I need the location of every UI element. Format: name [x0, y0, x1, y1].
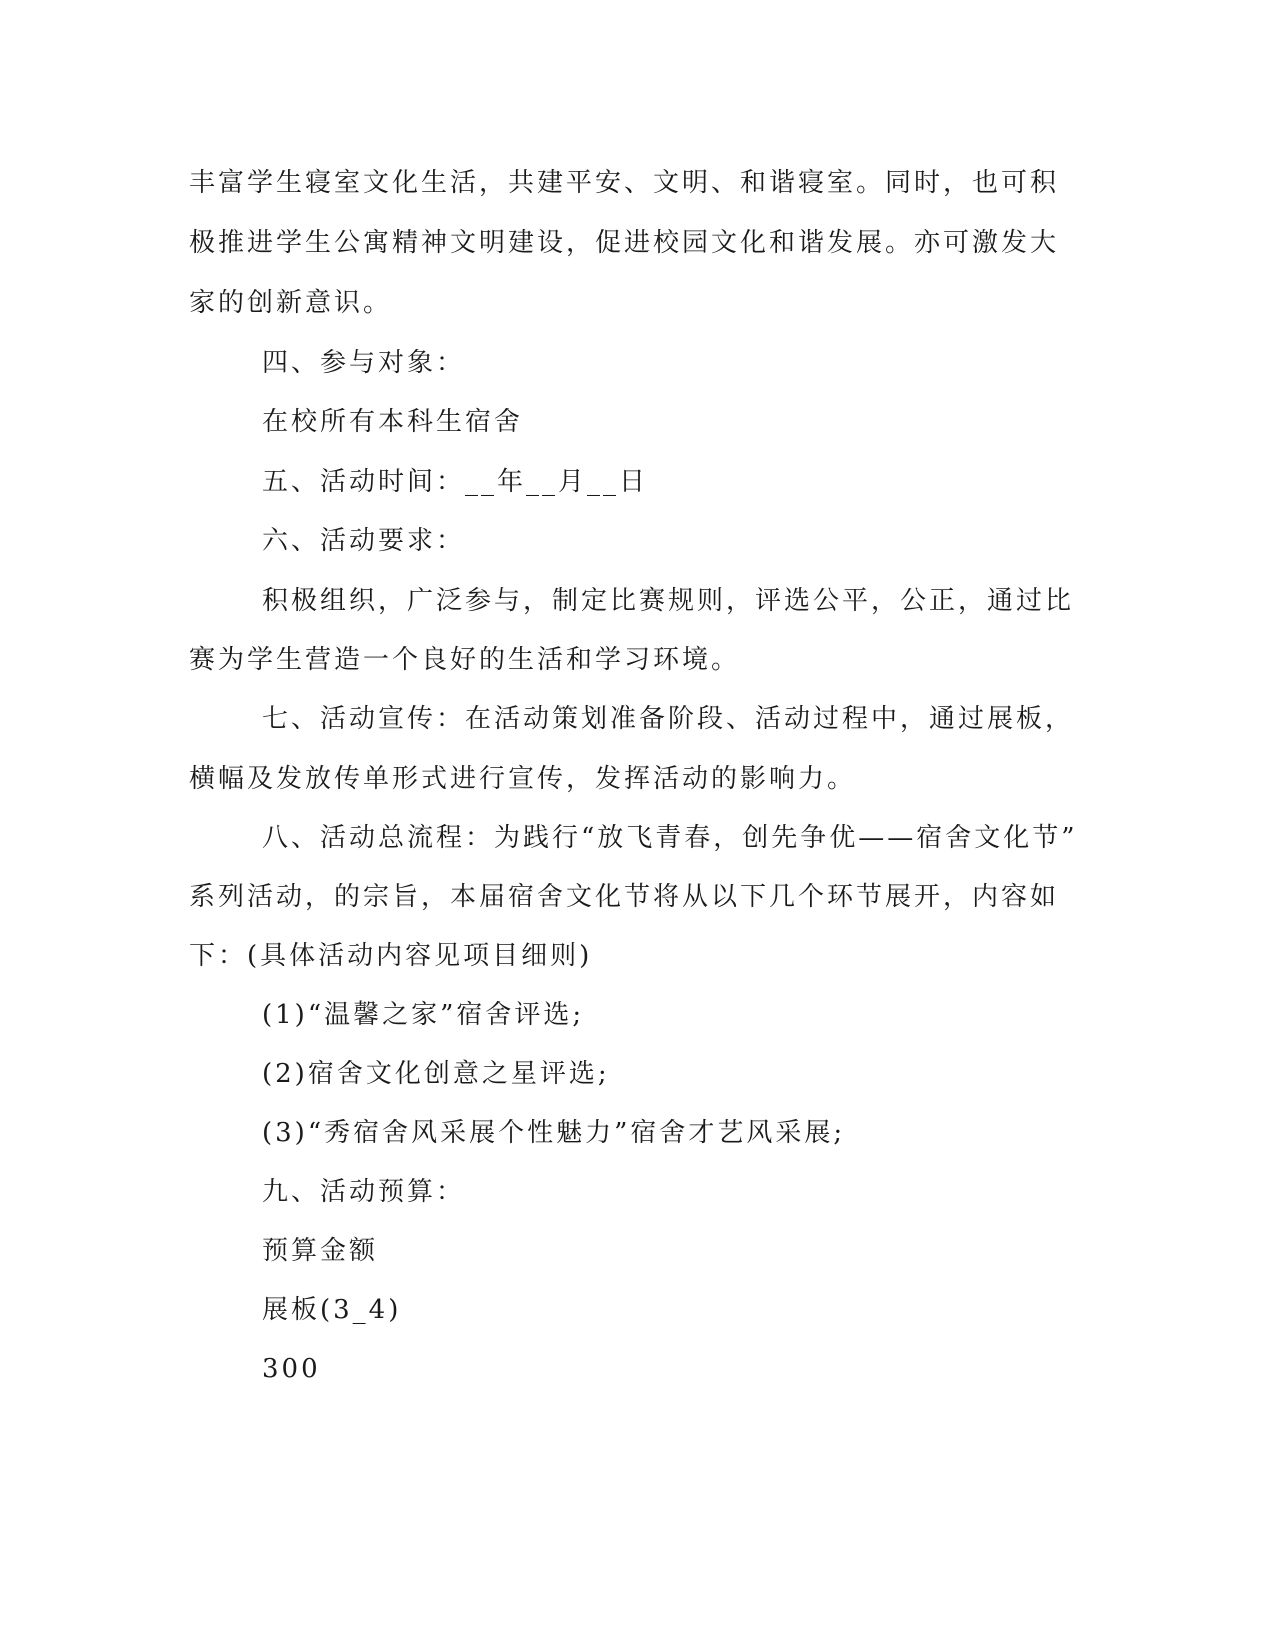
- paragraph-line: 下：(具体活动内容见项目细则): [189, 941, 593, 971]
- paragraph-line: 300: [262, 1354, 321, 1384]
- section-heading-time: 五、活动时间：__年__月__日: [262, 467, 649, 497]
- paragraph-line: 赛为学生营造一个良好的生活和学习环境。: [189, 645, 741, 675]
- section-heading-requirements: 六、活动要求：: [262, 526, 466, 556]
- list-item: (3)“秀宿舍风采展个性魅力”宿舍才艺风采展;: [262, 1118, 846, 1148]
- list-item: (1)“温馨之家”宿舍评选;: [262, 1000, 585, 1030]
- paragraph-line: 积极组织，广泛参与，制定比赛规则，评选公平，公正，通过比: [262, 586, 1075, 616]
- list-item: (2)宿舍文化创意之星评选;: [262, 1059, 610, 1089]
- paragraph-line: 预算金额: [262, 1236, 379, 1266]
- paragraph-line: 系列活动，的宗旨，本届宿舍文化节将从以下几个环节展开，内容如: [189, 882, 1060, 912]
- paragraph-line: 横幅及发放传单形式进行宣传，发挥活动的影响力。: [189, 764, 857, 794]
- section-heading-budget: 九、活动预算：: [262, 1177, 466, 1207]
- paragraph-line: 丰富学生寝室文化生活，共建平安、文明、和谐寝室。同时，也可积: [189, 168, 1060, 198]
- paragraph-line: 家的创新意识。: [189, 288, 393, 318]
- section-heading-participants: 四、参与对象：: [262, 348, 466, 378]
- section-heading-publicity: 七、活动宣传：在活动策划准备阶段、活动过程中，通过展板，: [262, 704, 1075, 734]
- paragraph-line: 极推进学生公寓精神文明建设，促进校园文化和谐发展。亦可激发大: [189, 228, 1060, 258]
- paragraph-line: 展板(3_4): [262, 1295, 402, 1325]
- section-heading-process: 八、活动总流程：为践行“放飞青春，创先争优——宿舍文化节”: [262, 823, 1078, 853]
- paragraph-line: 在校所有本科生宿舍: [262, 407, 524, 437]
